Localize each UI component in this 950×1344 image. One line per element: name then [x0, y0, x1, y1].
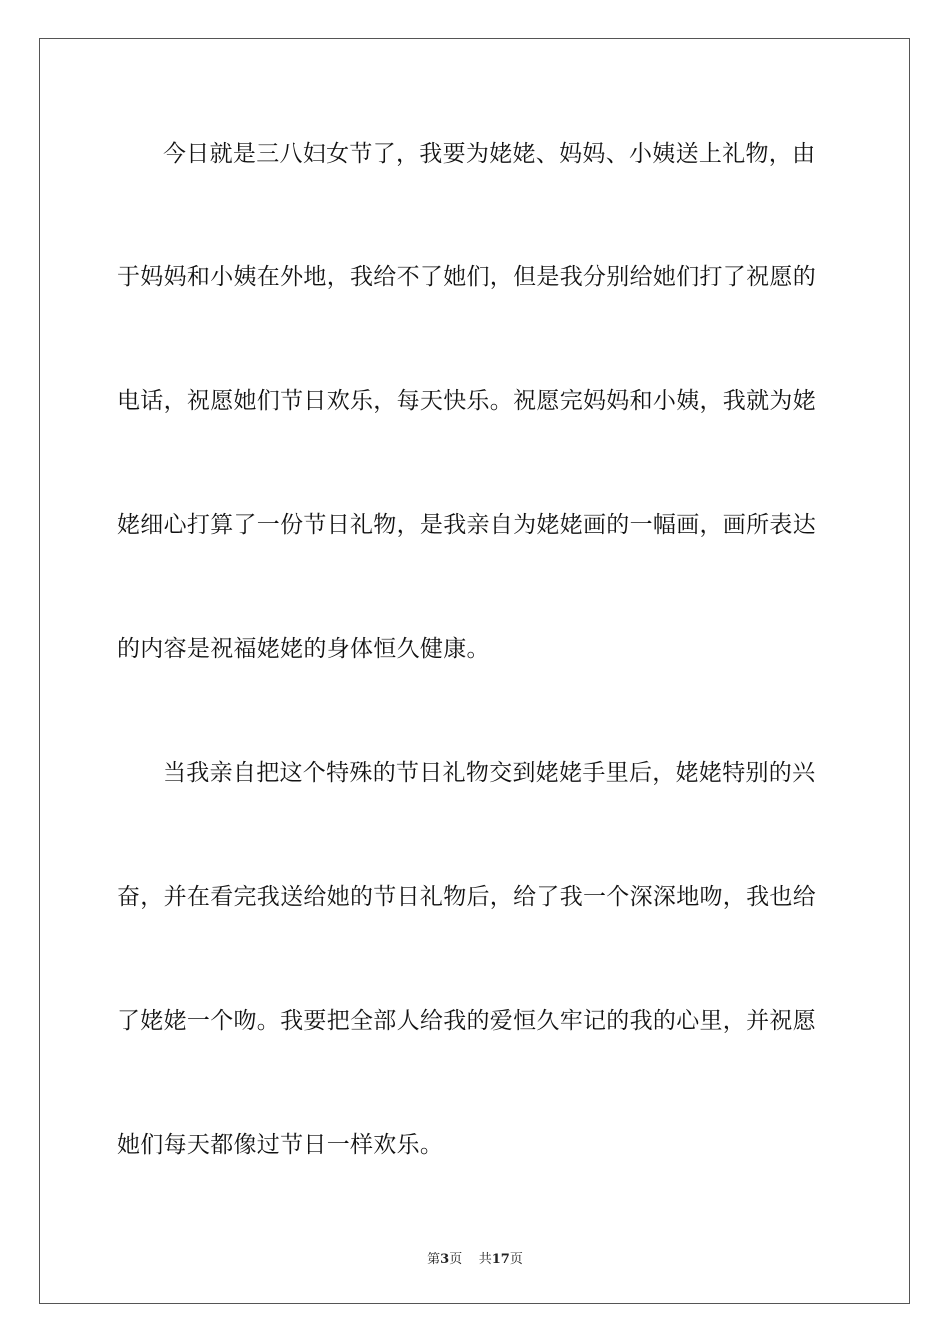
total-suffix: 页 [509, 1252, 523, 1267]
paragraph-line: 了姥姥一个吻。我要把全部人给我的爱恒久牢记的我的心里，并祝愿 [117, 1008, 816, 1034]
page-number: 3 [440, 1252, 450, 1267]
paragraph-line: 电话，祝愿她们节日欢乐，每天快乐。祝愿完妈妈和小姨，我就为姥 [117, 388, 816, 414]
page-footer [0, 1248, 950, 1267]
paragraph-line: 姥细心打算了一份节日礼物，是我亲自为姥姥画的一幅画，画所表达 [117, 512, 816, 538]
paragraph-line: 今日就是三八妇女节了，我要为姥姥、妈妈、小姨送上礼物，由 [163, 141, 816, 167]
page-suffix: 页 [449, 1252, 463, 1267]
paragraph-line: 当我亲自把这个特殊的节日礼物交到姥姥手里后，姥姥特别的兴 [163, 760, 816, 786]
paragraph-line: 于妈妈和小姨在外地，我给不了她们，但是我分别给她们打了祝愿的 [117, 264, 816, 290]
paragraph-line: 奋，并在看完我送给她的节日礼物后，给了我一个深深地吻，我也给 [117, 884, 816, 910]
paragraph-line: 她们每天都像过节日一样欢乐。 [117, 1132, 444, 1158]
total-prefix: 共 [478, 1252, 492, 1267]
page-frame [39, 38, 910, 1304]
page-prefix: 第 [427, 1252, 441, 1267]
total-pages: 17 [491, 1252, 510, 1267]
paragraph-line: 的内容是祝福姥姥的身体恒久健康。 [117, 636, 490, 662]
